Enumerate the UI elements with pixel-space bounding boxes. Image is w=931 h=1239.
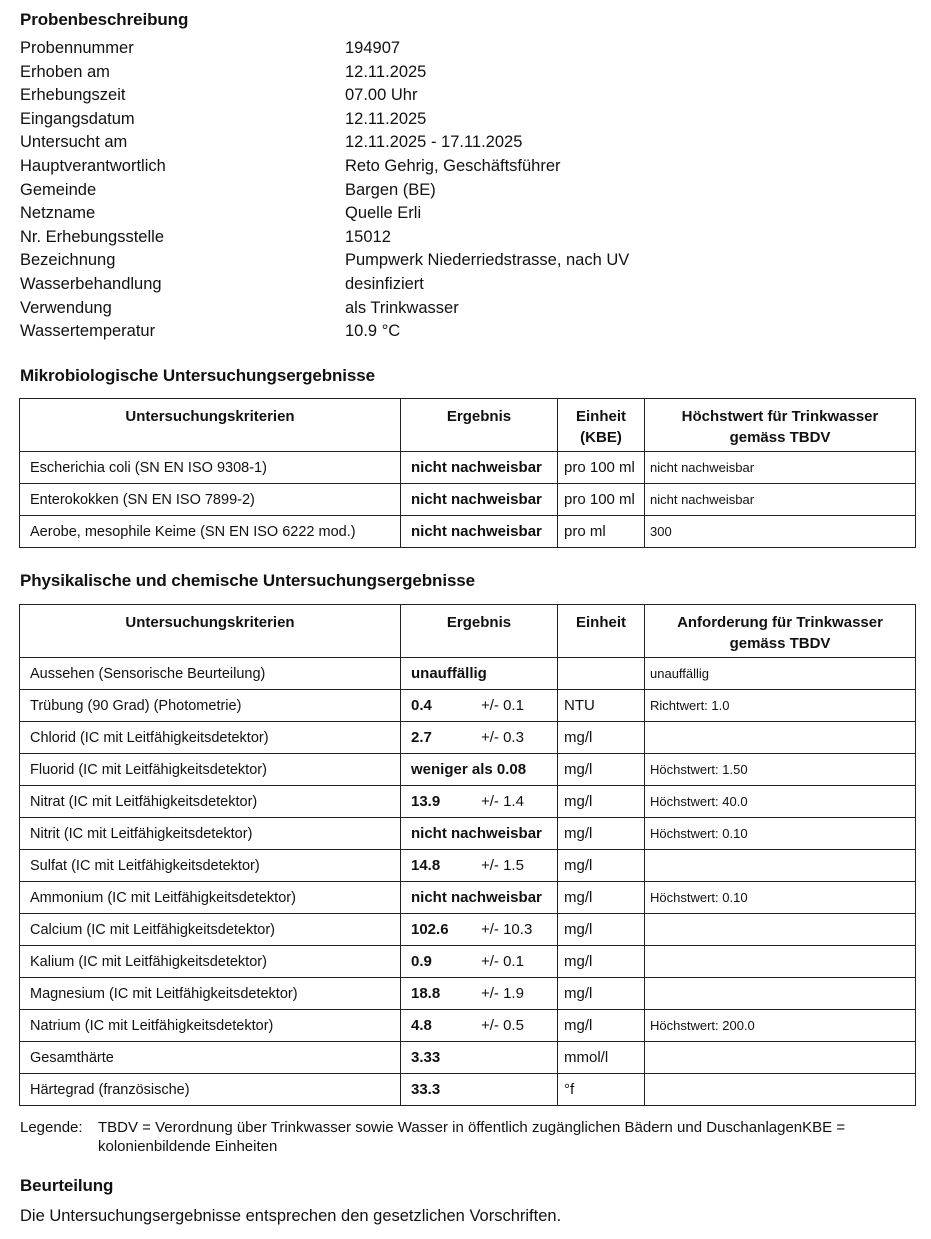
col-header-unit: Einheit (KBE): [558, 399, 645, 452]
result-cell: [401, 1010, 558, 1042]
table-row: [20, 914, 916, 946]
table-row: [20, 1010, 916, 1042]
criterion-cell: Härtegrad (französische): [20, 1074, 401, 1106]
table-row: [20, 452, 916, 484]
result-cell: [401, 786, 558, 818]
col-header-result: Ergebnis: [401, 399, 558, 452]
criterion-cell: Nitrit (IC mit Leitfähigkeitsdetektor): [20, 818, 401, 850]
requirement-cell: Höchstwert: 1.50: [645, 754, 916, 786]
result-cell: [401, 914, 558, 946]
table-header-row: [20, 605, 916, 658]
info-value: als Trinkwasser: [345, 298, 459, 317]
unit-cell: mg/l: [558, 914, 645, 946]
info-label: Wasserbehandlung: [20, 275, 162, 293]
table-row: [20, 722, 916, 754]
result-cell: nicht nachweisbar: [401, 452, 558, 484]
table-row: [20, 754, 916, 786]
table-row: [20, 690, 916, 722]
col-header-result: Ergebnis: [401, 605, 558, 658]
result-cell: [401, 978, 558, 1010]
result-value: 14.8: [411, 857, 441, 874]
info-value: 12.11.2025 - 17.11.2025: [345, 133, 523, 152]
criterion-cell: Nitrat (IC mit Leitfähigkeitsdetektor): [20, 786, 401, 818]
micro-results-heading: Mikrobiologische Untersuchungsergebnisse: [20, 366, 375, 385]
requirement-cell: Höchstwert: 200.0: [645, 1010, 916, 1042]
unit-cell: mg/l: [558, 722, 645, 754]
info-value: 07.00 Uhr: [345, 86, 418, 105]
unit-cell: mmol/l: [558, 1042, 645, 1074]
result-cell: [401, 946, 558, 978]
unit-cell: NTU: [558, 690, 645, 722]
criterion-cell: Gesamthärte: [20, 1042, 401, 1074]
unit-cell: mg/l: [558, 882, 645, 914]
info-label: Nr. Erhebungsstelle: [20, 227, 164, 246]
result-uncertainty: +/- 1.5: [481, 857, 524, 874]
result-uncertainty: +/- 1.9: [481, 985, 524, 1002]
criterion-cell: Fluorid (IC mit Leitfähigkeitsdetektor): [20, 754, 401, 786]
criterion-cell: Magnesium (IC mit Leitfähigkeitsdetektor): [20, 978, 401, 1010]
requirement-cell: [645, 914, 916, 946]
unit-cell: mg/l: [558, 786, 645, 818]
criterion-cell: Trübung (90 Grad) (Photometrie): [20, 690, 401, 722]
info-label: Eingangsdatum: [20, 109, 135, 128]
result-uncertainty: +/- 0.5: [481, 1017, 524, 1034]
result-cell: [401, 818, 558, 850]
requirement-cell: Höchstwert: 0.10: [645, 818, 916, 850]
result-value: 0.4: [411, 697, 432, 714]
legend-text: TBDV = Verordnung über Trinkwasser sowie Wasser in öffentlich zugänglichen Bädern und DuschanlagenKBE = kolonienbildende Einheiten: [98, 1119, 846, 1155]
requirement-cell: Höchstwert: 0.10: [645, 882, 916, 914]
result-value: 33.3: [411, 1081, 441, 1098]
result-cell: [401, 754, 558, 786]
result-uncertainty: +/- 10.3: [481, 921, 533, 938]
info-value: Pumpwerk Niederriedstrasse, nach UV: [345, 251, 630, 270]
requirement-cell: [645, 722, 916, 754]
result-value: 0.9: [411, 953, 432, 970]
result-uncertainty: +/- 0.1: [481, 697, 524, 714]
unit-cell: mg/l: [558, 946, 645, 978]
result-value: weniger als 0.08: [411, 761, 527, 778]
col-header-unit: Einheit: [558, 605, 645, 658]
unit-cell: °f: [558, 1074, 645, 1106]
unit-cell: pro ml: [558, 516, 645, 548]
result-uncertainty: +/- 0.3: [481, 729, 524, 746]
result-value: 2.7: [411, 729, 432, 746]
info-value: desinfiziert: [345, 275, 424, 293]
result-value: 3.33: [411, 1049, 441, 1066]
info-value: 12.11.2025: [345, 62, 427, 81]
info-label: Gemeinde: [20, 180, 97, 199]
col-header-criteria: Untersuchungskriterien: [20, 605, 401, 658]
result-value: nicht nachweisbar: [411, 889, 542, 906]
criterion-cell: Calcium (IC mit Leitfähigkeitsdetektor): [20, 914, 401, 946]
requirement-cell: [645, 978, 916, 1010]
chem-results-heading: Physikalische und chemische Untersuchungsergebnisse: [20, 571, 476, 590]
limit-cell: nicht nachweisbar: [645, 452, 916, 484]
unit-cell: pro 100 ml: [558, 452, 645, 484]
col-header-requirement: Anforderung für Trinkwasser gemäss TBDV: [645, 605, 916, 658]
info-label: Erhebungszeit: [20, 86, 126, 105]
info-value: 10.9 °C: [345, 322, 401, 341]
table-row: [20, 484, 916, 516]
unit-cell: mg/l: [558, 818, 645, 850]
result-cell: nicht nachweisbar: [401, 484, 558, 516]
info-label: Verwendung: [20, 298, 112, 317]
micro-results-table: [19, 398, 916, 548]
requirement-cell: [645, 1074, 916, 1106]
result-value: 102.6: [411, 921, 449, 938]
col-header-limit: Höchstwert für Trinkwasser gemäss TBDV: [645, 399, 916, 452]
requirement-cell: Richtwert: 1.0: [645, 690, 916, 722]
requirement-cell: [645, 850, 916, 882]
table-row: [20, 658, 916, 690]
requirement-cell: unauffällig: [645, 658, 916, 690]
info-value: Bargen (BE): [345, 180, 436, 199]
criterion-cell: Kalium (IC mit Leitfähigkeitsdetektor): [20, 946, 401, 978]
result-cell: [401, 850, 558, 882]
result-value: nicht nachweisbar: [411, 825, 542, 842]
requirement-cell: [645, 946, 916, 978]
table-row: [20, 978, 916, 1010]
unit-cell: mg/l: [558, 1010, 645, 1042]
requirement-cell: Höchstwert: 40.0: [645, 786, 916, 818]
criterion-cell: Aussehen (Sensorische Beurteilung): [20, 658, 401, 690]
result-cell: [401, 722, 558, 754]
result-value: 18.8: [411, 985, 441, 1002]
table-row: [20, 818, 916, 850]
info-label: Erhoben am: [20, 62, 110, 81]
result-cell: [401, 1074, 558, 1106]
result-cell: nicht nachweisbar: [401, 516, 558, 548]
table-row: [20, 850, 916, 882]
result-uncertainty: +/- 1.4: [481, 793, 524, 810]
limit-cell: 300: [645, 516, 916, 548]
criterion-cell: Aerobe, mesophile Keime (SN EN ISO 6222 mod.): [20, 516, 401, 548]
info-label: Wassertemperatur: [20, 322, 156, 341]
unit-cell: mg/l: [558, 978, 645, 1010]
criterion-cell: Sulfat (IC mit Leitfähigkeitsdetektor): [20, 850, 401, 882]
table-row: [20, 516, 916, 548]
criterion-cell: Ammonium (IC mit Leitfähigkeitsdetektor): [20, 882, 401, 914]
result-cell: [401, 1042, 558, 1074]
info-value: 12.11.2025: [345, 109, 427, 128]
info-value: Quelle Erli: [345, 204, 422, 223]
result-uncertainty: +/- 0.1: [481, 953, 524, 970]
criterion-cell: Escherichia coli (SN EN ISO 9308-1): [20, 452, 401, 484]
result-cell: [401, 658, 558, 690]
col-header-criteria: Untersuchungskriterien: [20, 399, 401, 452]
criterion-cell: Enterokokken (SN EN ISO 7899-2): [20, 484, 401, 516]
legend-label: Legende:: [20, 1119, 83, 1136]
info-label: Hauptverantwortlich: [20, 157, 166, 175]
result-cell: [401, 690, 558, 722]
requirement-cell: [645, 1042, 916, 1074]
table-header-row: [20, 399, 916, 452]
assessment-heading: Beurteilung: [20, 1176, 114, 1195]
sample-description-heading: Probenbeschreibung: [20, 10, 189, 29]
info-label: Bezeichnung: [20, 251, 116, 270]
info-value: 15012: [345, 227, 391, 246]
table-row: [20, 946, 916, 978]
result-cell: [401, 882, 558, 914]
unit-cell: [558, 658, 645, 690]
unit-cell: mg/l: [558, 850, 645, 882]
info-label: Netzname: [20, 204, 96, 223]
info-label: Probennummer: [20, 39, 134, 57]
table-row: [20, 882, 916, 914]
criterion-cell: Natrium (IC mit Leitfähigkeitsdetektor): [20, 1010, 401, 1042]
result-value: 4.8: [411, 1017, 432, 1034]
info-value: 194907: [345, 39, 401, 57]
assessment-text: Die Untersuchungsergebnisse entsprechen den gesetzlichen Vorschriften.: [20, 1207, 562, 1225]
result-value: 13.9: [411, 793, 441, 810]
criterion-cell: Chlorid (IC mit Leitfähigkeitsdetektor): [20, 722, 401, 754]
table-row: [20, 786, 916, 818]
unit-cell: mg/l: [558, 754, 645, 786]
info-label: Untersucht am: [20, 133, 128, 152]
info-value: Reto Gehrig, Geschäftsführer: [345, 157, 561, 175]
limit-cell: nicht nachweisbar: [645, 484, 916, 516]
table-row: [20, 1042, 916, 1074]
chem-results-table: [19, 604, 916, 1106]
table-row: [20, 1074, 916, 1106]
unit-cell: pro 100 ml: [558, 484, 645, 516]
result-value: unauffällig: [411, 665, 487, 682]
